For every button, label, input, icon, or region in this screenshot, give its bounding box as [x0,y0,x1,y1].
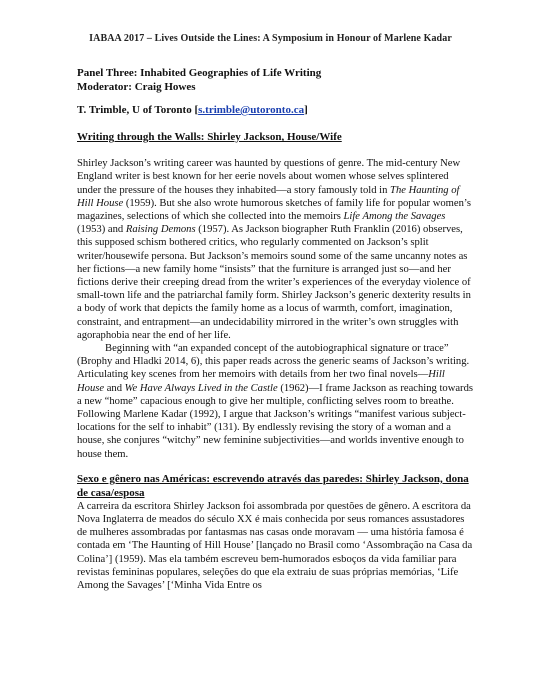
book-title: The Haunting of Hill House [77,184,460,209]
abstract-paragraph-portuguese: A carreira da escritora Shirley Jackson foi assombrada por questões de gênero. A escritora da Nova Inglaterra de meados do século XX é mais conhecida por seus romances assustadores de mulheres assombradas por fantasmas nas casas onde moravam — uma história famosa é contada em ‘The Haunting of Hill House’ [lançado no Brasil como ‘Assombração na Casa da Colina’] (1959). Mas ela também escreveu bem-humorados esboços da vida familiar para revistas femininas populares, seleções do que ela extraiu de suas próprias memórias, ‘Life Among the Savages’ [‘Minha Vida Entre os [77,500,473,592]
author-email-link[interactable]: s.trimble@utoronto.ca [198,104,305,116]
panel-title: Panel Three: Inhabited Geographies of Life Writing [77,67,322,79]
section-title-english: Writing through the Walls: Shirley Jackson, House/Wife [77,131,342,144]
abstract-paragraph-2: Beginning with “an expanded concept of the autobiographical signature or trace” (Brophy and Hladki 2014, 6), this paper reads across the generic seams of Jackson’s writing. Articulating key scenes from her memoirs with details from her two final novels—Hill House and We Have Always Lived in the Castle (1962)—I frame Jackson as reaching towards a new “home” capacious enough to give her multiple, conflicting selves room to breathe. Following Marlene Kadar (1992), I argue that Jackson’s writings “manifest various subject-locations for the self to inhabit” (131). By endlessly revising the story of a woman and a house, she conjures “witchy” new feminine subjectivities—and worlds inventive enough to house them. [77,343,473,460]
document-body [77,66,473,592]
book-title: We Have Always Lived in the Castle [124,382,278,394]
book-title: Life Among the Savages [343,211,446,223]
running-header: IABAA 2017 – Lives Outside the Lines: A Symposium in Honour of Marlene Kadar [89,33,452,44]
abstract-paragraph-1: Shirley Jackson’s writing career was haunted by questions of genre. The mid-century New England writer is best known for her eerie novels about women whose selves splintered under the pressure of the houses they inhabited—a story famously told in The Haunting of Hill House (1959). But she also wrote humorous sketches of family life for popular women’s magazines, selections of which she collected into the memoirs Life Among the Savages (1953) and Raising Demons (1957). As Jackson biographer Ruth Franklin (2016) observes, this supposed schism bothered critics, who regularly commented on Jackson’s split writer/housewife persona. But Jackson’s memoirs sound some of the same uncanny notes as her fictions—a new family home “insists” that the furniture is arranged just so—and her fictions derive their creeping dread from the writer’s experiences of the everyday violence of small-town life and the patriarchal family form. Shirley Jackson’s generic dexterity results in a body of work that depicts the family home as a locus of warmth, comfort, imagination, constraint, and entrapment—an undecidability mirrored in the writer’s own struggles with agoraphobia near the end of her life. [77,158,471,341]
book-title: Raising Demons [125,224,196,236]
book-title: Hill House [77,369,445,394]
moderator-line: Moderator: Craig Howes [77,81,196,93]
author-name: T. Trimble, U of Toronto [ [77,104,199,116]
author-line [77,104,473,117]
author-close: ] [304,104,308,116]
section-title-portuguese: Sexo e gênero nas Américas: escrevendo através das paredes: Shirley Jackson, dona de casa/esposa [77,472,469,499]
